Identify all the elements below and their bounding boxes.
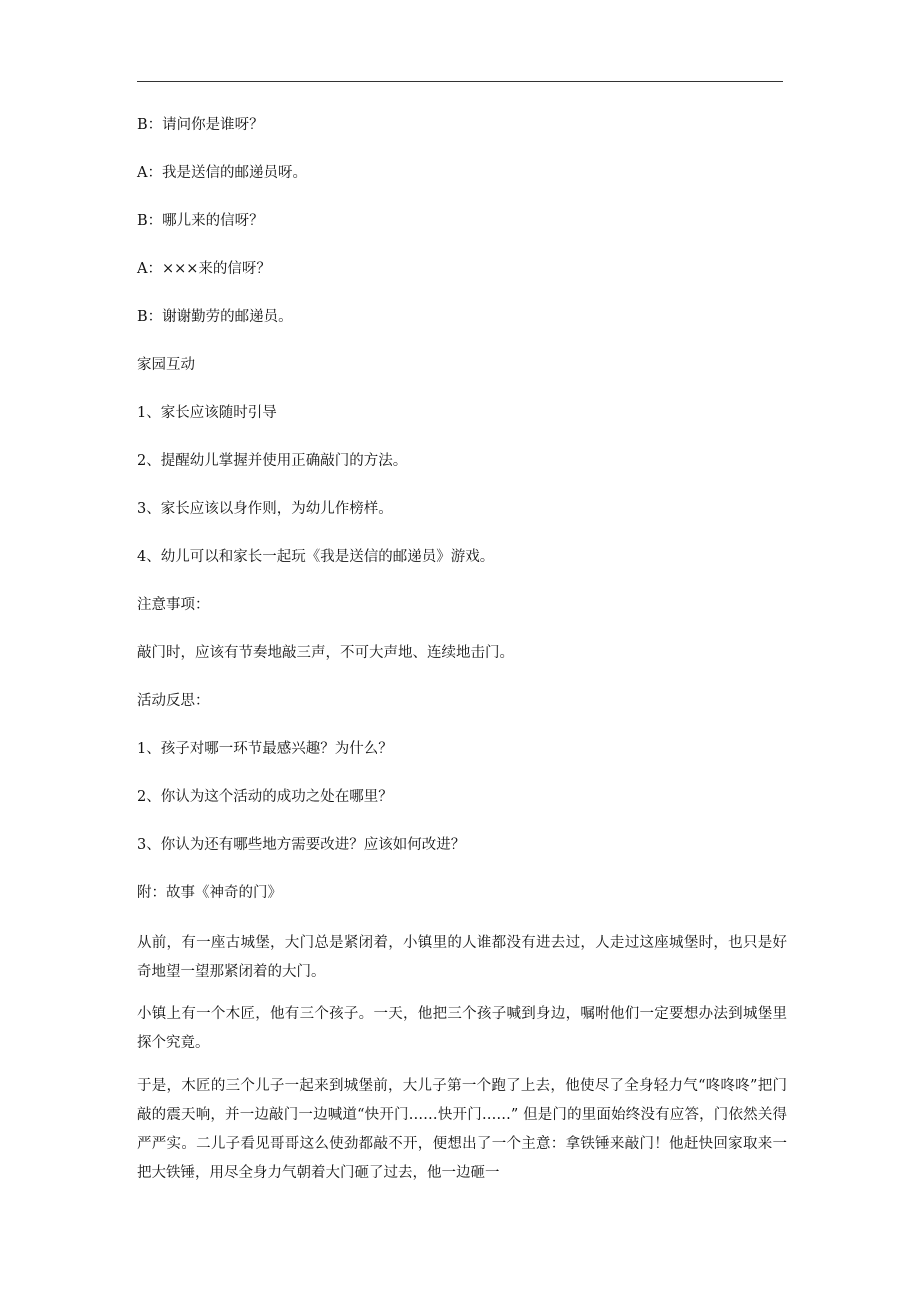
home-item: 2、提醒幼儿掌握并使用正确敲门的方法。: [137, 453, 408, 469]
story-paragraph: 从前，有一座古城堡，大门总是紧闭着，小镇里的人谁都没有进去过，人走过这座城堡时，也只是好奇地望一望那紧闭着的大门。: [137, 935, 787, 980]
home-item: 1、家长应该随时引导: [137, 405, 277, 421]
notes-heading: 注意事项：: [137, 597, 210, 613]
dialogue-line: B：哪儿来的信呀？: [137, 213, 264, 229]
dialogue-line: A：我是送信的邮递员呀。: [137, 165, 307, 181]
reflection-item: 1、孩子对哪一环节最感兴趣？为什么？: [137, 741, 393, 757]
dialogue-line: B：谢谢勤劳的邮递员。: [137, 309, 293, 325]
reflection-item: 3、你认为还有哪些地方需要改进？应该如何改进？: [137, 837, 466, 853]
dialogue-line: A：×××来的信呀？: [137, 261, 271, 277]
home-item: 3、家长应该以身作则，为幼儿作榜样。: [137, 501, 393, 517]
header-rule: [137, 81, 783, 82]
home-interaction-heading: 家园互动: [137, 357, 195, 373]
notes-text: 敲门时，应该有节奏地敲三声，不可大声地、连续地击门。: [137, 645, 514, 661]
story-paragraph: 小镇上有一个木匠，他有三个孩子。一天，他把三个孩子喊到身边，嘱咐他们一定要想办法到城堡里探个究竟。: [137, 1006, 787, 1051]
story-paragraph: 于是，木匠的三个儿子一起来到城堡前，大儿子第一个跑了上去，他使尽了全身轻力气“咚咚咚”把门敲的震天响，并一边敲门一边喊道“快开门……快开门……” 但是门的里面始终没有应答，门依然关得严严实。二儿子看见哥哥这么使劲都敲不开，便想出了一个主意：拿铁锤来敲门！他赶快回家取来一把大铁锤，用尽全身力气朝着大门砸了过去，他一边砸一: [137, 1078, 787, 1181]
home-item: 4、幼儿可以和家长一起玩《我是送信的邮递员》游戏。: [137, 549, 495, 565]
story-title: 附：故事《神奇的门》: [137, 885, 282, 901]
reflection-item: 2、你认为这个活动的成功之处在哪里？: [137, 789, 393, 805]
reflection-heading: 活动反思：: [137, 693, 210, 709]
dialogue-line: B：请问你是谁呀？: [137, 117, 264, 133]
